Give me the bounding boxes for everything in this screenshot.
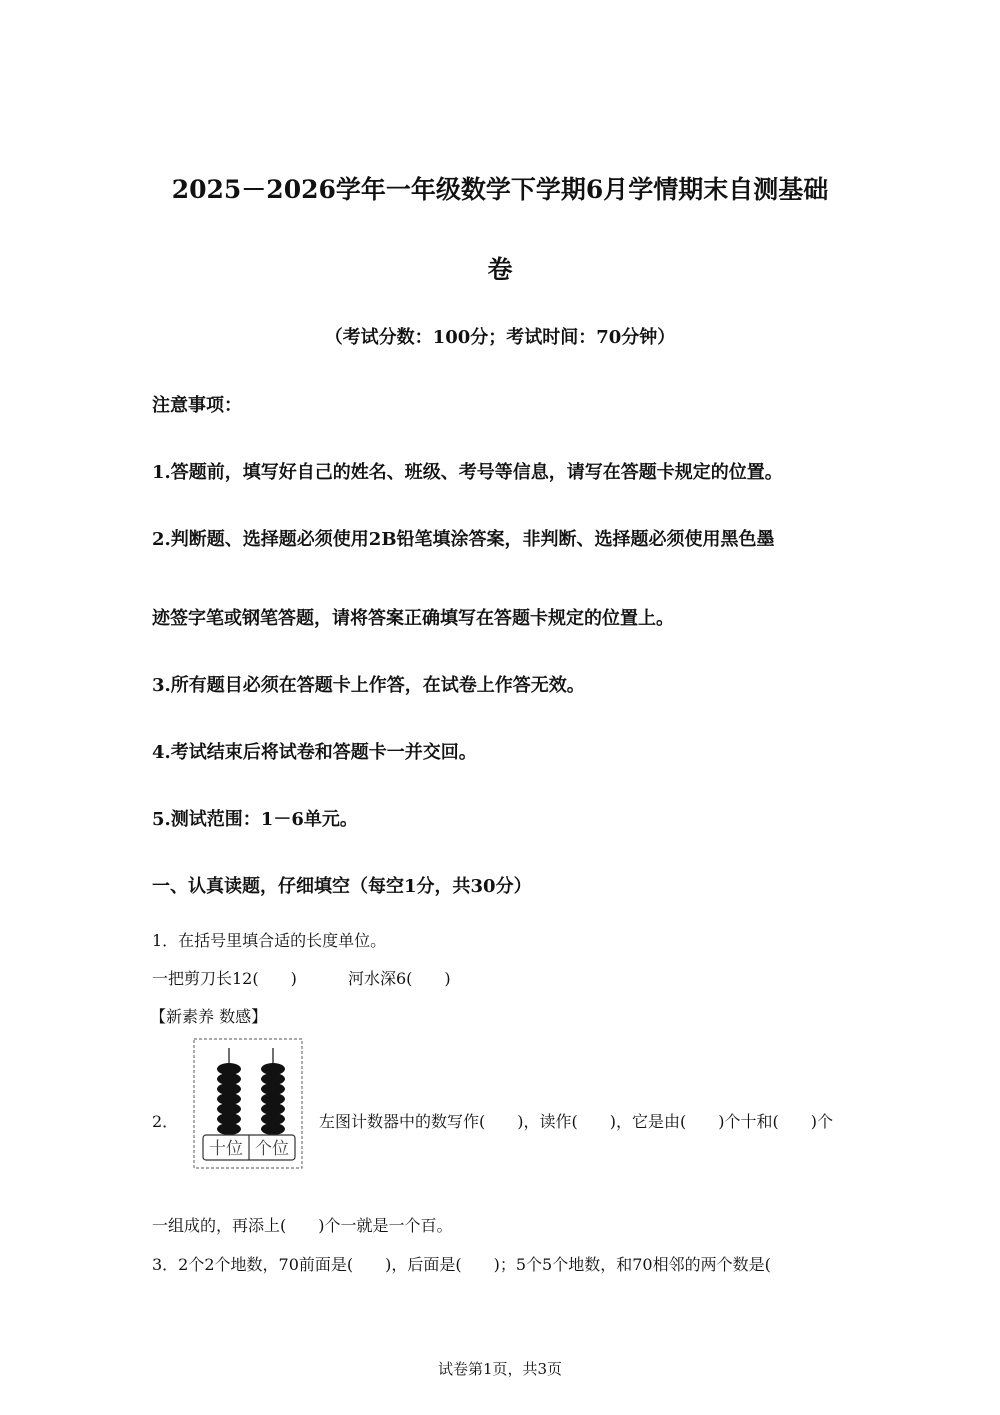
- notice-item: 1.答题前，填写好自己的姓名、班级、考号等信息，请写在答题卡规定的位置。: [152, 462, 783, 483]
- question-1: 1．在括号里填合适的长度单位。: [152, 931, 387, 950]
- notice-heading: 注意事项：: [152, 395, 242, 416]
- notice-item: 5.测试范围：1－6单元。: [152, 809, 358, 830]
- notice-item: 3.所有题目必须在答题卡上作答，在试卷上作答无效。: [152, 675, 585, 696]
- question-1-part-a: 一把剪刀长12( ): [152, 969, 297, 988]
- question-1-part-b: 河水深6( ): [348, 969, 451, 988]
- question-2-text-continuation: 一组成的，再添上( )个一就是一个百。: [152, 1216, 453, 1235]
- abacus-bead: [217, 1063, 241, 1075]
- ones-beads: [261, 1063, 285, 1135]
- abacus-figure: [193, 1038, 303, 1169]
- ones-label: 个位: [255, 1139, 289, 1159]
- exam-info: （考试分数：100分；考试时间：70分钟）: [324, 327, 676, 348]
- page-title-continuation: 卷: [487, 255, 513, 284]
- tens-beads: [217, 1063, 241, 1135]
- question-3: 3．2个2个地数，70前面是( )，后面是( )；5个5个地数，和70相邻的两个数是(: [152, 1255, 771, 1274]
- page-footer: 试卷第1页，共3页: [437, 1360, 563, 1378]
- notice-item: 2.判断题、选择题必须使用2B铅笔填涂答案，非判断、选择题必须使用黑色墨: [152, 529, 775, 550]
- question-2-number: 2．: [152, 1112, 179, 1131]
- section-heading: 一、认真读题，仔细填空（每空1分，共30分）: [152, 876, 532, 897]
- notice-item: 4.考试结束后将试卷和答题卡一并交回。: [152, 742, 477, 763]
- page-title: 2025－2026学年一年级数学下学期6月学情期末自测基础: [171, 175, 829, 204]
- literacy-tag: 【新素养 数感】: [150, 1007, 268, 1026]
- notice-item-continuation: 迹签字笔或钢笔答题，请将答案正确填写在答题卡规定的位置上。: [152, 608, 674, 629]
- abacus-bead: [261, 1063, 285, 1075]
- question-2-text: 左图计数器中的数写作( )，读作( )，它是由( )个十和( )个: [319, 1112, 833, 1131]
- tens-label: 十位: [209, 1139, 243, 1159]
